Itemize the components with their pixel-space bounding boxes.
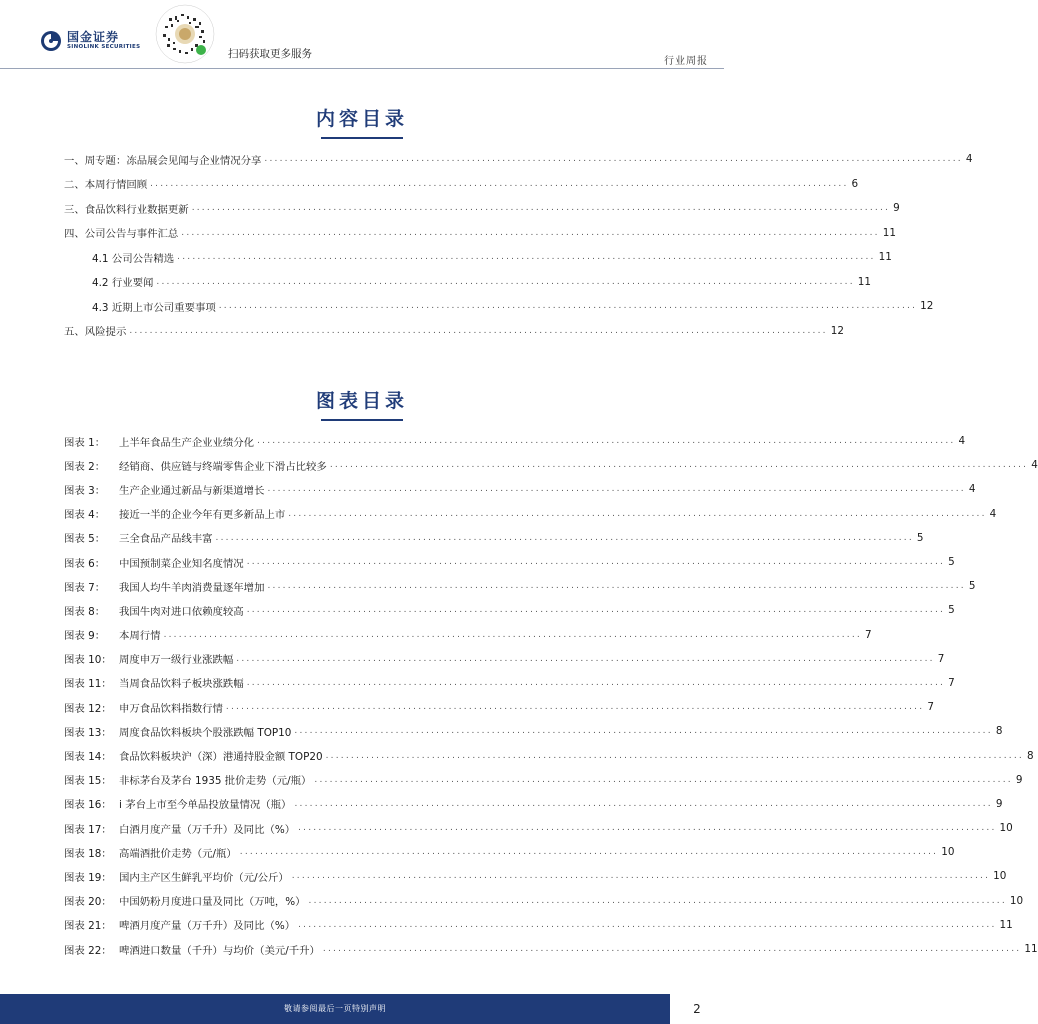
figure-toc-page: 7: [864, 628, 872, 641]
figure-toc-item[interactable]: [0, 719, 1003, 743]
figure-title: 啤酒月度产量（万千升）及同比（%）: [119, 920, 296, 933]
figures-title: [0, 386, 724, 413]
toc-item-page: 11: [857, 275, 872, 288]
figure-title: 白酒月度产量（万千升）及同比（%）: [119, 823, 296, 836]
figure-toc-page: 5: [948, 556, 955, 569]
figure-toc-label: [64, 700, 223, 715]
toc-item[interactable]: [0, 196, 900, 221]
figures-title-underline: [321, 419, 403, 421]
figure-toc-item[interactable]: [0, 937, 1038, 961]
toc-leader: ..........................................................................................................................................: [246, 605, 946, 616]
figure-toc-item[interactable]: [0, 913, 1013, 937]
toc-item[interactable]: [0, 221, 896, 246]
figure-toc-page: 10: [941, 846, 955, 859]
toc-leader: ..........................................................................................................................................: [267, 484, 966, 495]
toc-leader: ..........................................................................................................................................: [236, 653, 935, 664]
figure-toc-item[interactable]: [0, 623, 872, 647]
figure-title: 我国人均牛羊肉消费量逐年增加: [119, 581, 265, 594]
figure-number: 图表 19：: [64, 871, 112, 884]
figure-title: 高端酒批价走势（元/瓶）: [119, 847, 237, 860]
figure-toc-label: [64, 869, 289, 884]
figure-toc-page: 5: [948, 604, 955, 617]
figure-toc-item[interactable]: [0, 792, 1003, 816]
toc-leader: ..........................................................................................................................................: [181, 227, 880, 238]
figure-toc-page: 10: [999, 822, 1013, 835]
figure-number: 图表 22：: [64, 944, 112, 957]
toc-leader: ..........................................................................................................................................: [156, 276, 855, 287]
toc-item-page: 9: [893, 202, 900, 215]
figure-toc-page: 10: [1009, 894, 1024, 907]
toc-leader: ..........................................................................................................................................: [163, 629, 862, 640]
figure-toc-item[interactable]: [0, 889, 1024, 913]
figure-toc-item[interactable]: [0, 502, 997, 526]
figure-number: 图表 3：: [64, 484, 106, 497]
toc-item-label: 二、本周行情回顾: [64, 179, 148, 192]
figure-number: 图表 11：: [64, 678, 112, 691]
brand-logo: [40, 30, 140, 52]
toc-leader: ..........................................................................................................................................: [215, 532, 914, 543]
figure-number: 图表 2：: [64, 460, 106, 473]
figure-toc-page: 11: [999, 918, 1013, 931]
figure-toc-page: 9: [1015, 773, 1023, 786]
figure-title: 国内主产区生鲜乳平均价（元/公斤）: [119, 871, 289, 884]
figure-toc-item[interactable]: [0, 671, 955, 695]
figure-toc-item[interactable]: [0, 743, 1034, 767]
toc-item-label: 五、风险提示: [64, 326, 127, 339]
toc-leader: ..........................................................................................................................................: [246, 677, 946, 688]
toc-item-label: 四、公司公告与事件汇总: [64, 228, 179, 241]
figure-toc-label: [64, 845, 237, 860]
toc-subitem[interactable]: [0, 294, 934, 319]
sinolink-logo-icon: [40, 30, 62, 52]
figure-toc-page: 4: [989, 507, 997, 520]
toc-leader: ..........................................................................................................................................: [291, 871, 991, 882]
figure-toc-page: 4: [1031, 459, 1038, 472]
figure-number: 图表 9：: [64, 630, 106, 643]
toc-item-page: 11: [882, 226, 896, 239]
figure-toc-label: [64, 651, 233, 666]
toc-leader: ..........................................................................................................................................: [246, 557, 946, 568]
figure-toc-item[interactable]: [0, 695, 934, 719]
toc-item-page: 12: [830, 324, 844, 337]
figure-toc-label: [64, 748, 323, 763]
figure-toc-label: [64, 530, 213, 545]
figure-toc-label: [64, 555, 244, 570]
figures-list: [0, 429, 1038, 961]
logo-name-cn: 国金证券: [67, 30, 120, 45]
contents-list: [0, 147, 973, 343]
figure-toc-page: 4: [958, 435, 966, 448]
figure-toc-page: 5: [968, 580, 976, 593]
figure-toc-item[interactable]: [0, 429, 966, 453]
toc-leader: ..........................................................................................................................................: [298, 919, 997, 930]
figure-title: 申万食品饮料指数行情: [119, 702, 223, 715]
toc-leader: ..........................................................................................................................................: [150, 178, 849, 189]
figure-number: 图表 17：: [64, 823, 112, 836]
figure-toc-label: [64, 724, 291, 739]
figure-title: 中国奶粉月度进口量及同比（万吨，%）: [119, 896, 306, 909]
figure-number: 图表 7：: [64, 581, 106, 594]
figure-toc-page: 7: [937, 652, 945, 665]
figure-number: 图表 4：: [64, 509, 106, 522]
footer-disclaimer: 敬请参阅最后一页特别声明: [284, 1004, 386, 1013]
figure-toc-page: 10: [993, 870, 1007, 883]
figure-toc-item[interactable]: [0, 574, 976, 598]
figure-title: 周度食品饮料板块个股涨跌幅 TOP10: [119, 726, 292, 739]
figure-toc-page: 8: [1026, 749, 1034, 762]
toc-leader: ..........................................................................................................................................: [264, 154, 963, 165]
figure-toc-label: [64, 772, 311, 787]
figure-number: 图表 8：: [64, 605, 106, 618]
toc-subitem[interactable]: [0, 245, 892, 270]
figure-title: 周度申万一级行业涨跌幅: [119, 654, 234, 667]
toc-leader: ..........................................................................................................................................: [294, 798, 993, 809]
figure-toc-label: [64, 917, 295, 932]
toc-subitem[interactable]: [0, 270, 872, 295]
figure-toc-item[interactable]: [0, 453, 1038, 477]
figure-toc-label: [64, 627, 161, 642]
qr-code-icon[interactable]: [155, 4, 215, 64]
figure-toc-item[interactable]: [0, 477, 976, 501]
figure-toc-item[interactable]: [0, 768, 1023, 792]
figure-toc-label: [64, 482, 264, 497]
figure-number: 图表 1：: [64, 436, 106, 449]
figure-toc-page: 9: [995, 797, 1003, 810]
figure-toc-item[interactable]: [0, 647, 945, 671]
figure-number: 图表 6：: [64, 557, 106, 570]
figure-toc-item[interactable]: [0, 840, 955, 864]
toc-item-label: 4.2 行业要闻: [92, 277, 154, 290]
figure-title: 经销商、供应链与终端零售企业下滑占比较多: [119, 460, 327, 473]
toc-leader: ..........................................................................................................................................: [308, 895, 1007, 906]
toc-leader: ..........................................................................................................................................: [325, 750, 1024, 761]
report-type-label: 行业周报: [664, 56, 708, 67]
figure-title: 当周食品饮料子板块涨跌幅: [119, 678, 244, 691]
figure-title: 本周行情: [119, 630, 161, 643]
figure-toc-item[interactable]: [0, 816, 1013, 840]
figure-toc-label: [64, 603, 244, 618]
toc-leader: ..........................................................................................................................................: [267, 581, 966, 592]
figure-number: 图表 5：: [64, 533, 106, 546]
figure-title: 三全食品产品线丰富: [119, 533, 213, 546]
toc-item-label: 4.1 公司公告精选: [92, 252, 175, 265]
figure-number: 图表 13：: [64, 726, 112, 739]
figure-number: 图表 12：: [64, 702, 112, 715]
toc-leader: ..........................................................................................................................................: [218, 301, 918, 312]
toc-leader: ..........................................................................................................................................: [225, 702, 925, 713]
toc-item-label: 4.3 近期上市公司重要事项: [92, 301, 216, 314]
figure-toc-label: [64, 821, 295, 836]
figure-toc-label: [64, 942, 320, 957]
figure-toc-label: [64, 579, 264, 594]
page-number: 2: [693, 1002, 701, 1016]
figure-toc-label: [64, 434, 254, 449]
toc-leader: ..........................................................................................................................................: [329, 460, 1029, 471]
contents-title-text: 内容目录: [315, 108, 408, 130]
figure-title: 上半年食品生产企业业绩分化: [119, 436, 255, 449]
figure-toc-item[interactable]: [0, 598, 955, 622]
figure-toc-item[interactable]: [0, 550, 955, 574]
figure-number: 图表 16：: [64, 799, 112, 812]
figure-title: 我国牛肉对进口依赖度较高: [119, 605, 244, 618]
figure-number: 图表 15：: [64, 775, 112, 788]
toc-leader: ..........................................................................................................................................: [239, 847, 939, 858]
figure-number: 图表 20：: [64, 896, 112, 909]
figure-title: i 茅台上市至今单品投放量情况（瓶）: [119, 799, 292, 812]
figure-toc-item[interactable]: [0, 864, 1007, 888]
header-divider: [0, 68, 724, 69]
toc-leader: ..........................................................................................................................................: [294, 726, 993, 737]
figure-toc-label: [64, 796, 291, 811]
figure-toc-label: [64, 675, 244, 690]
figure-title: 接近一半的企业今年有更多新品上市: [119, 509, 286, 522]
toc-leader: ..........................................................................................................................................: [257, 436, 956, 447]
figure-title: 生产企业通过新品与新渠道增长: [119, 484, 265, 497]
toc-item-page: 4: [965, 153, 973, 166]
toc-leader: ..........................................................................................................................................: [129, 325, 828, 336]
figure-toc-page: 8: [995, 725, 1003, 738]
contents-title: [0, 104, 724, 131]
toc-item[interactable]: [0, 147, 973, 172]
figure-title: 食品饮料板块沪（深）港通持股金额 TOP20: [119, 751, 323, 764]
page-header: [0, 0, 724, 68]
figure-toc-page: 11: [1024, 943, 1038, 956]
toc-item-label: 一、周专题：冻品展会见闻与企业情况分享: [64, 154, 262, 167]
figure-number: 图表 21：: [64, 920, 112, 933]
figure-toc-page: 7: [927, 701, 934, 714]
qr-caption: 扫码获取更多服务: [228, 48, 312, 60]
toc-leader: ..........................................................................................................................................: [298, 823, 997, 834]
figure-toc-label: [64, 458, 327, 473]
figure-toc-label: [64, 506, 285, 521]
figure-toc-page: 4: [968, 483, 976, 496]
page-footer: [0, 994, 724, 1024]
toc-item-page: 11: [878, 251, 892, 264]
figure-toc-item[interactable]: [0, 526, 924, 550]
toc-item-page: 12: [920, 300, 934, 313]
figure-title: 中国预制菜企业知名度情况: [119, 557, 244, 570]
figure-toc-label: [64, 893, 306, 908]
toc-item[interactable]: [0, 319, 844, 344]
contents-title-underline: [321, 137, 403, 139]
toc-item[interactable]: [0, 172, 859, 197]
figure-toc-page: 5: [916, 531, 924, 544]
figure-number: 图表 14：: [64, 751, 112, 764]
figure-number: 图表 18：: [64, 847, 112, 860]
toc-leader: ..........................................................................................................................................: [177, 252, 876, 263]
figures-title-text: 图表目录: [315, 390, 408, 412]
figure-toc-page: 7: [948, 676, 955, 689]
logo-name-en: SINOLINK SECURITIES: [67, 44, 141, 51]
figure-number: 图表 10：: [64, 654, 112, 667]
figure-title: 非标茅台及茅台 1935 批价走势（元/瓶）: [119, 775, 312, 788]
toc-item-label: 三、食品饮料行业数据更新: [64, 203, 189, 216]
toc-leader: ..........................................................................................................................................: [288, 508, 987, 519]
figure-title: 啤酒进口数量（千升）与均价（美元/千升）: [119, 944, 320, 957]
toc-item-page: 6: [851, 177, 859, 190]
toc-leader: ..........................................................................................................................................: [322, 944, 1022, 955]
toc-leader: ..........................................................................................................................................: [191, 203, 891, 214]
toc-leader: ..........................................................................................................................................: [314, 774, 1013, 785]
